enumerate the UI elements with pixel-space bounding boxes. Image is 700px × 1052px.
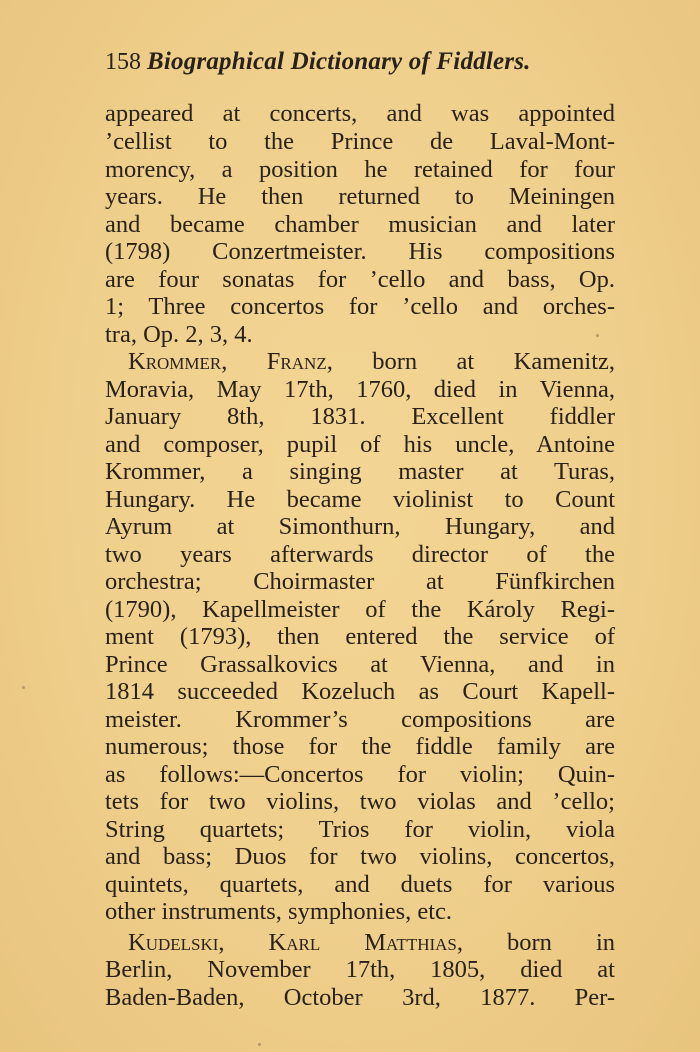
running-header [105, 44, 625, 80]
text-line: Ayrum at Simonthurn, Hungary, and [105, 513, 615, 540]
text-fragment: born in [463, 929, 615, 956]
text-line: numerous; those for the fiddle family are [105, 733, 615, 760]
text-line: are four sonatas for ’cello and bass, Op. [105, 266, 615, 293]
entry-name-krommer: Krommer, Franz, [128, 348, 333, 375]
text-line: morency, a position he retained for four [105, 156, 615, 183]
text-line: as follows:—Concertos for violin; Quin- [105, 761, 615, 788]
text-line: meister. Krommer’s compositions are [105, 706, 615, 733]
text-line: (1798) Conzertmeister. His compositions [105, 238, 615, 265]
text-line: ’cellist to the Prince de Laval-Mont- [105, 128, 615, 155]
entry-name-kudelski: Kudelski, Karl Matthias, [128, 929, 463, 956]
text-line: tra, Op. 2, 3, 4. [105, 321, 253, 348]
text-line: Moravia, May 17th, 1760, died in Vienna, [105, 376, 615, 403]
text-line: two years afterwards director of the [105, 541, 615, 568]
text-line: quintets, quartets, and duets for various [105, 871, 615, 898]
text-line: January 8th, 1831. Excellent fiddler [105, 403, 615, 430]
paper-speck [596, 334, 599, 337]
paper-speck [22, 686, 25, 689]
text-line: 1; Three concertos for ’cello and orches- [105, 293, 615, 320]
text-line: 1814 succeeded Kozeluch as Court Kapell- [105, 678, 615, 705]
text-line: orchestra; Choirmaster at Fünfkirchen [105, 568, 615, 595]
entry-heading-line [128, 348, 615, 376]
text-line: years. He then returned to Meiningen [105, 183, 615, 210]
text-line: String quartets; Trios for violin, viola [105, 816, 615, 843]
text-line: Prince Grassalkovics at Vienna, and in [105, 651, 615, 678]
text-line: and became chamber musician and later [105, 211, 615, 238]
text-line: Hungary. He became violinist to Count [105, 486, 615, 513]
text-line: Krommer, a singing master at Turas, [105, 458, 615, 485]
page-number: 158 [105, 49, 141, 75]
text-line: (1790), Kapellmeister of the Károly Regi- [105, 596, 615, 623]
text-line: Baden-Baden, October 3rd, 1877. Per- [105, 984, 615, 1011]
text-fragment: born at Kamenitz, [332, 348, 615, 375]
text-line: Berlin, November 17th, 1805, died at [105, 956, 615, 983]
text-line: tets for two violins, two violas and ’cello; [105, 788, 615, 815]
paper-speck [258, 1043, 261, 1046]
entry-heading-line [128, 929, 615, 957]
text-line: other instruments, symphonies, etc. [105, 898, 453, 925]
text-line: ment (1793), then entered the service of [105, 623, 615, 650]
text-line: and composer, pupil of his uncle, Antoine [105, 431, 615, 458]
running-title: Biographical Dictionary of Fiddlers. [147, 48, 531, 75]
text-line: appeared at concerts, and was appointed [105, 100, 615, 127]
text-line: and bass; Duos for two violins, concertos, [105, 843, 615, 870]
